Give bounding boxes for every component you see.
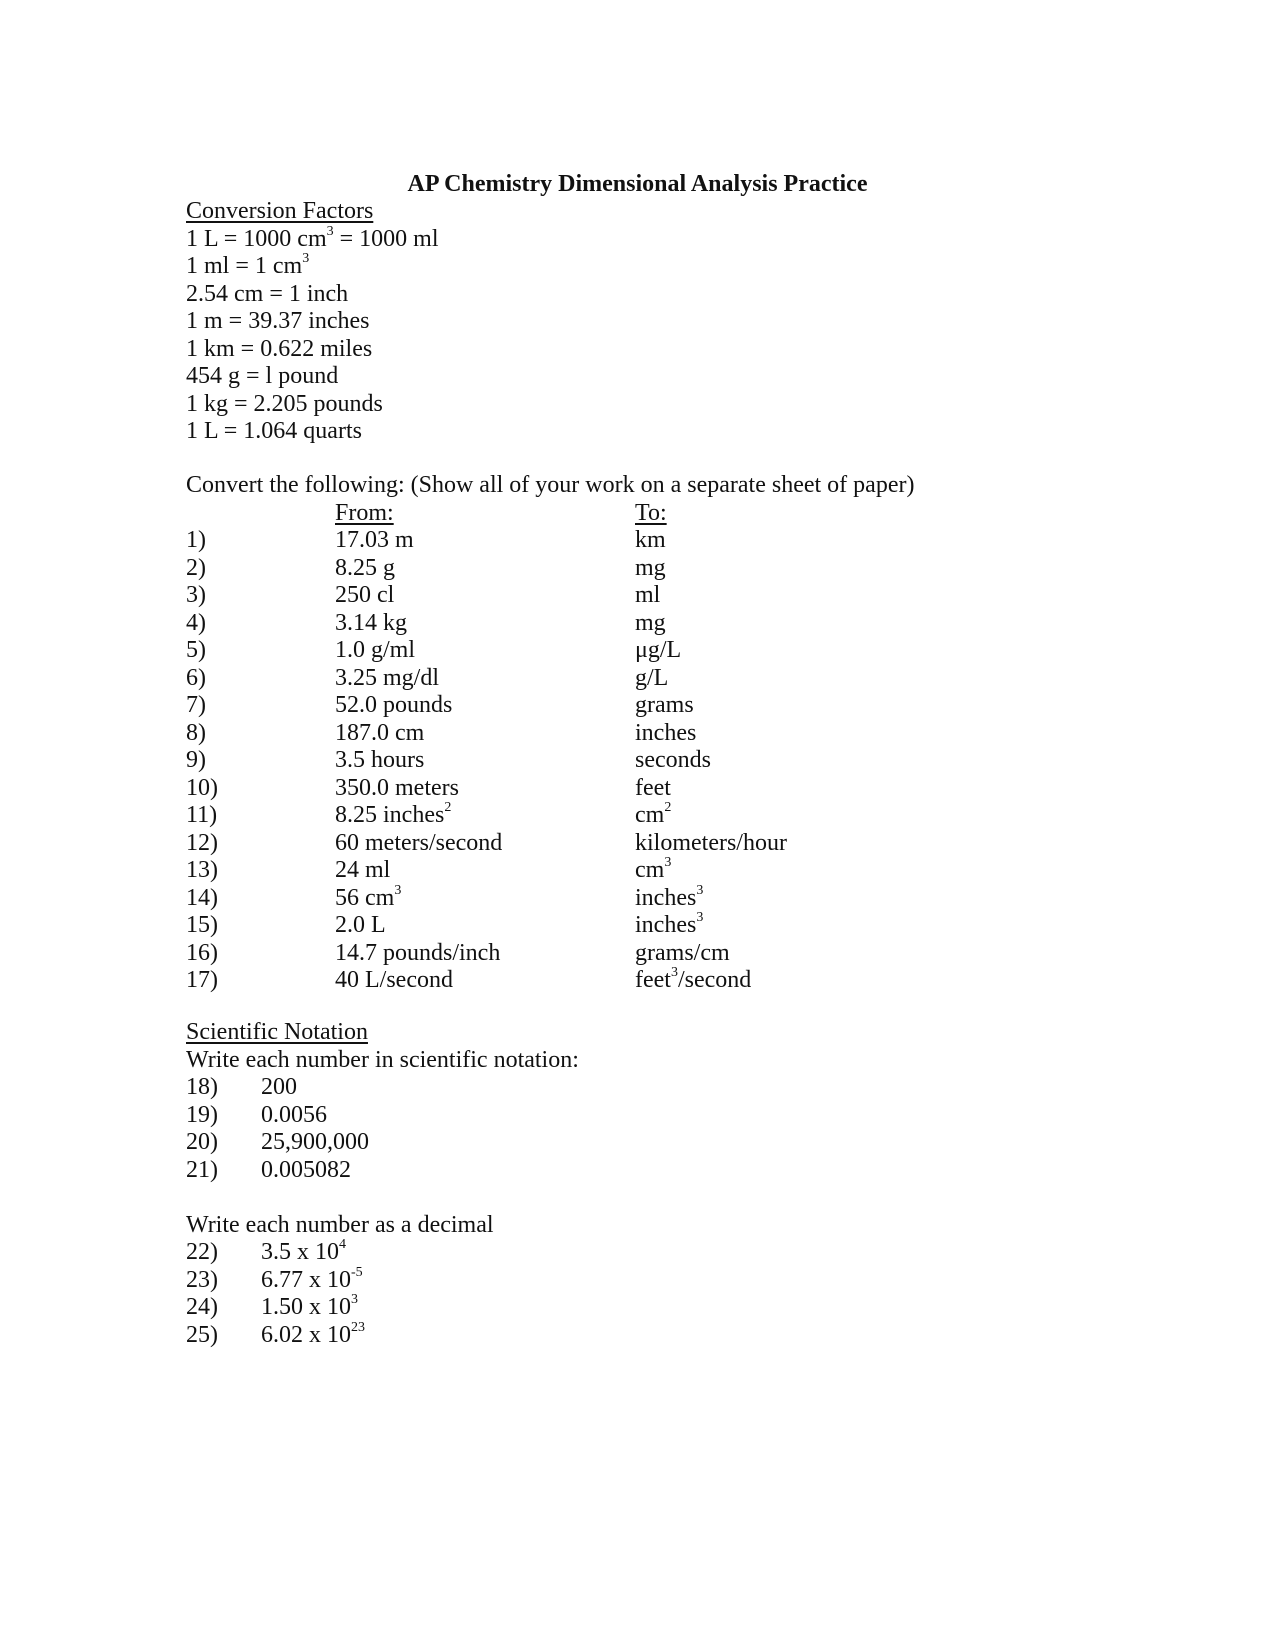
problem-number: 5) bbox=[186, 637, 206, 663]
convert-problems-list bbox=[186, 527, 914, 995]
from-value bbox=[335, 857, 390, 885]
from-value bbox=[335, 830, 502, 858]
to-unit bbox=[635, 637, 681, 665]
from-text: 40 L/second bbox=[335, 967, 453, 993]
sci-value-text: 6.77 x 10 bbox=[261, 1266, 351, 1293]
to-text: seconds bbox=[635, 747, 711, 773]
sci-value bbox=[261, 1157, 351, 1185]
from-value bbox=[335, 747, 424, 775]
sci-problem-row bbox=[186, 1319, 579, 1350]
convert-problem-row bbox=[186, 912, 914, 940]
sci-value-text: 3.5 x 10 bbox=[261, 1239, 339, 1265]
convert-instruction: Convert the following: (Show all of your work on a separate sheet of paper) bbox=[186, 472, 915, 498]
conversion-factor-text: 454 g = l pound bbox=[186, 363, 339, 389]
to-text: feet bbox=[635, 774, 671, 801]
to-text: cm bbox=[635, 802, 665, 828]
from-text: 187.0 cm bbox=[335, 719, 425, 746]
to-text: inches bbox=[635, 912, 697, 938]
problem-number: 25) bbox=[186, 1321, 218, 1348]
from-value bbox=[335, 967, 453, 995]
from-text: 60 meters/second bbox=[335, 829, 503, 856]
conversion-factor bbox=[186, 336, 439, 364]
conversion-factor bbox=[186, 253, 439, 281]
sci-instruction-2: Write each number as a decimal bbox=[186, 1211, 494, 1238]
sci-value bbox=[261, 1264, 363, 1295]
from-text: 1.0 g/ml bbox=[335, 637, 416, 663]
sci-value-text: 0.0056 bbox=[261, 1101, 327, 1128]
sci-value bbox=[261, 1074, 297, 1102]
conversion-factor-text: 2.54 cm = 1 inch bbox=[186, 280, 349, 307]
superscript: 3 bbox=[670, 965, 678, 980]
problem-number: 14) bbox=[186, 884, 218, 911]
from-text: 3.14 kg bbox=[335, 609, 407, 636]
conversion-factor-text: 1 ml = 1 cm bbox=[186, 253, 303, 279]
to-text: inches bbox=[635, 884, 697, 911]
from-value bbox=[335, 582, 394, 610]
conversion-factors-heading: Conversion Factors bbox=[186, 198, 374, 224]
from-text: 2.0 L bbox=[335, 912, 386, 938]
superscript: 3 bbox=[394, 882, 402, 898]
superscript: 3 bbox=[664, 855, 672, 870]
sci-problem-row bbox=[186, 1102, 579, 1130]
from-value bbox=[335, 775, 459, 803]
sci-problems-list-1 bbox=[186, 1074, 579, 1184]
convert-section bbox=[186, 472, 914, 995]
conversion-factor bbox=[186, 391, 439, 419]
to-unit bbox=[635, 747, 711, 775]
to-unit bbox=[635, 802, 671, 830]
to-header: To: bbox=[635, 499, 667, 526]
conversion-factor-text: 1 L = 1.064 quarts bbox=[186, 418, 362, 444]
convert-problem-row bbox=[186, 775, 914, 803]
sci-problem-row bbox=[186, 1294, 579, 1322]
from-value bbox=[335, 802, 451, 830]
to-text: mg bbox=[635, 554, 666, 581]
conversion-factor-text: 1 L = 1000 cm bbox=[186, 225, 327, 252]
convert-problem-row bbox=[186, 720, 914, 748]
from-text: 52.0 pounds bbox=[335, 692, 453, 718]
page-title: AP Chemistry Dimensional Analysis Practice bbox=[407, 171, 868, 197]
sci-problem-row bbox=[186, 1074, 579, 1102]
to-text: kilometers/hour bbox=[635, 829, 787, 856]
from-text: 3.5 hours bbox=[335, 747, 425, 773]
conversion-factor-text: 1 kg = 2.205 pounds bbox=[186, 390, 383, 417]
from-value bbox=[335, 940, 500, 968]
problem-number: 24) bbox=[186, 1294, 218, 1320]
from-value bbox=[335, 555, 395, 583]
to-unit bbox=[635, 967, 751, 995]
to-text-tail: /second bbox=[677, 967, 752, 993]
problem-number: 12) bbox=[186, 829, 218, 856]
to-text: g/L bbox=[635, 664, 669, 691]
problem-number: 20) bbox=[186, 1129, 218, 1155]
problem-number: 23) bbox=[186, 1266, 218, 1293]
to-text: grams bbox=[635, 692, 694, 718]
problem-number: 15) bbox=[186, 912, 218, 938]
convert-problem-row bbox=[186, 527, 914, 555]
from-header: From: bbox=[335, 499, 394, 526]
sci-value-text: 200 bbox=[261, 1074, 297, 1100]
problem-number: 2) bbox=[186, 554, 206, 581]
from-value bbox=[335, 637, 415, 665]
convert-problem-row bbox=[186, 882, 914, 913]
conversion-factors-list bbox=[186, 223, 439, 446]
to-text: feet bbox=[635, 967, 671, 993]
problem-number: 10) bbox=[186, 774, 218, 801]
convert-problem-row bbox=[186, 940, 914, 968]
to-unit bbox=[635, 555, 666, 583]
sci-value bbox=[261, 1239, 346, 1267]
problem-number: 7) bbox=[186, 692, 206, 718]
sci-value-text: 0.005082 bbox=[261, 1156, 351, 1183]
from-text: 56 cm bbox=[335, 884, 395, 911]
to-unit bbox=[635, 582, 660, 610]
superscript: 3 bbox=[351, 1292, 358, 1307]
problem-number: 19) bbox=[186, 1101, 218, 1128]
problem-number: 21) bbox=[186, 1156, 218, 1183]
conversion-factor bbox=[186, 223, 439, 254]
sci-value-text: 25,900,000 bbox=[261, 1129, 369, 1155]
superscript: 3 bbox=[302, 251, 310, 266]
convert-problem-row bbox=[186, 582, 914, 610]
from-value bbox=[335, 912, 386, 940]
to-text: cm bbox=[635, 857, 665, 883]
sci-value bbox=[261, 1294, 358, 1322]
scientific-notation-heading: Scientific Notation bbox=[186, 1019, 368, 1045]
conversion-factor-text: 1 m = 39.37 inches bbox=[186, 308, 370, 334]
problem-number: 3) bbox=[186, 582, 206, 608]
sci-problem-row bbox=[186, 1239, 579, 1267]
convert-problem-row bbox=[186, 802, 914, 830]
sci-problem-row bbox=[186, 1264, 579, 1295]
sci-value-text: 1.50 x 10 bbox=[261, 1294, 351, 1320]
from-value bbox=[335, 665, 439, 693]
convert-problem-row bbox=[186, 967, 914, 995]
problem-number: 22) bbox=[186, 1239, 218, 1265]
convert-problem-row bbox=[186, 555, 914, 583]
from-text: 250 cl bbox=[335, 582, 395, 608]
to-unit bbox=[635, 665, 668, 693]
sci-problem-row bbox=[186, 1157, 579, 1185]
superscript: -5 bbox=[351, 1264, 363, 1280]
problem-number: 1) bbox=[186, 527, 206, 553]
superscript: 3 bbox=[696, 882, 704, 898]
convert-problem-row bbox=[186, 637, 914, 665]
from-value bbox=[335, 882, 402, 913]
conversion-factors-section bbox=[186, 198, 439, 446]
convert-problem-row bbox=[186, 857, 914, 885]
from-value bbox=[335, 610, 407, 638]
from-text: 3.25 mg/dl bbox=[335, 664, 440, 691]
to-text: mg bbox=[635, 609, 666, 636]
sci-problems-list-2 bbox=[186, 1239, 579, 1349]
problem-number: 18) bbox=[186, 1074, 218, 1100]
problem-number: 11) bbox=[186, 802, 218, 828]
convert-problem-row bbox=[186, 665, 914, 693]
convert-problem-row bbox=[186, 747, 914, 775]
superscript: 2 bbox=[664, 800, 672, 815]
conversion-factor bbox=[186, 308, 439, 336]
convert-problem-row bbox=[186, 692, 914, 720]
superscript: 3 bbox=[326, 223, 334, 239]
to-unit bbox=[635, 692, 694, 720]
convert-problem-row bbox=[186, 830, 914, 858]
problem-number: 9) bbox=[186, 747, 206, 773]
sci-value-text: 6.02 x 10 bbox=[261, 1321, 351, 1348]
problem-number: 13) bbox=[186, 857, 218, 883]
conversion-factor bbox=[186, 281, 439, 309]
convert-problem-row bbox=[186, 610, 914, 638]
from-value bbox=[335, 527, 414, 555]
sci-problem-row bbox=[186, 1129, 579, 1157]
to-unit bbox=[635, 830, 787, 858]
to-text: grams/cm bbox=[635, 939, 730, 966]
sci-value bbox=[261, 1129, 369, 1157]
problem-number: 17) bbox=[186, 967, 218, 993]
sci-value bbox=[261, 1102, 327, 1130]
conversion-factor bbox=[186, 363, 439, 391]
from-value bbox=[335, 692, 452, 720]
to-unit bbox=[635, 940, 730, 968]
from-text: 8.25 inches bbox=[335, 802, 445, 828]
convert-header-row bbox=[186, 500, 914, 528]
to-text: inches bbox=[635, 719, 697, 746]
superscript: 2 bbox=[444, 800, 452, 815]
superscript: 3 bbox=[696, 910, 704, 925]
conversion-factor-text: 1 km = 0.622 miles bbox=[186, 335, 373, 362]
conversion-factor bbox=[186, 418, 439, 446]
from-text: 350.0 meters bbox=[335, 774, 459, 801]
to-unit bbox=[635, 527, 666, 555]
from-text: 24 ml bbox=[335, 857, 391, 883]
superscript: 4 bbox=[339, 1237, 346, 1252]
to-text: ml bbox=[635, 582, 661, 608]
to-unit bbox=[635, 720, 696, 748]
from-text: 17.03 m bbox=[335, 527, 414, 553]
to-unit bbox=[635, 882, 704, 913]
scientific-notation-section bbox=[186, 1019, 579, 1349]
to-text: μg/L bbox=[635, 637, 682, 663]
from-text: 14.7 pounds/inch bbox=[335, 939, 501, 966]
superscript: 23 bbox=[351, 1319, 365, 1335]
sci-value bbox=[261, 1319, 365, 1350]
from-text: 8.25 g bbox=[335, 554, 395, 581]
from-value bbox=[335, 720, 424, 748]
to-unit bbox=[635, 775, 671, 803]
sci-instruction-1: Write each number in scientific notation: bbox=[186, 1046, 579, 1073]
problem-number: 8) bbox=[186, 719, 206, 746]
conversion-factor-text-tail: = 1000 ml bbox=[333, 225, 439, 252]
to-text: km bbox=[635, 527, 666, 553]
problem-number: 6) bbox=[186, 664, 206, 691]
to-unit bbox=[635, 912, 703, 940]
problem-number: 16) bbox=[186, 939, 218, 966]
problem-number: 4) bbox=[186, 609, 206, 636]
to-unit bbox=[635, 610, 666, 638]
to-unit bbox=[635, 857, 671, 885]
